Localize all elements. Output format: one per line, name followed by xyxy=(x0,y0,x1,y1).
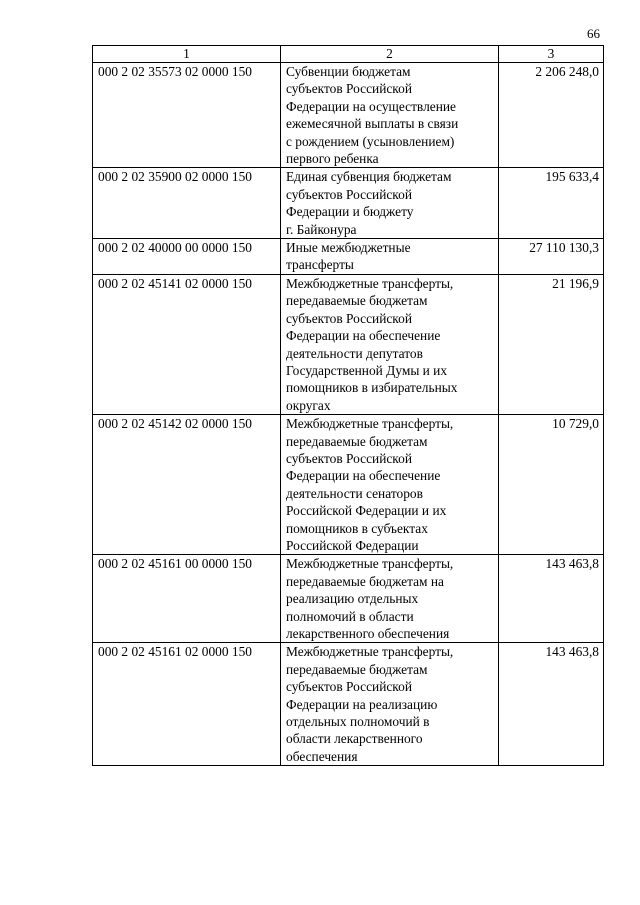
amount: 2 206 248,0 xyxy=(499,63,604,168)
table-row xyxy=(93,168,604,239)
table-row xyxy=(93,63,604,168)
amount: 21 196,9 xyxy=(499,274,604,414)
classification-code: 000 2 02 40000 00 0000 150 xyxy=(93,239,281,275)
column-header-amount: 3 xyxy=(499,46,604,63)
amount: 143 463,8 xyxy=(499,555,604,643)
table-row xyxy=(93,239,604,275)
page-number: 66 xyxy=(587,26,600,41)
budget-table xyxy=(92,45,604,766)
amount: 195 633,4 xyxy=(499,168,604,239)
revenue-name: Единая субвенция бюджетам субъектов Российской Федерации и бюджету г. Байконура xyxy=(281,168,499,239)
column-header-code: 1 xyxy=(93,46,281,63)
table-row xyxy=(93,643,604,766)
classification-code: 000 2 02 45161 02 0000 150 xyxy=(93,643,281,766)
revenue-name: Межбюджетные трансферты, передаваемые бюджетам субъектов Российской Федерации на реализацию отдельных полномочий в области лекарственного обеспечения xyxy=(281,643,499,766)
column-header-name: 2 xyxy=(281,46,499,63)
amount: 143 463,8 xyxy=(499,643,604,766)
table-row xyxy=(93,555,604,643)
revenue-name: Межбюджетные трансферты, передаваемые бюджетам субъектов Российской Федерации на обеспечение деятельности сенаторов Российской Федерации и их помощников в субъектах Российской Федерации xyxy=(281,415,499,555)
classification-code: 000 2 02 45142 02 0000 150 xyxy=(93,415,281,555)
revenue-name: Межбюджетные трансферты, передаваемые бюджетам субъектов Российской Федерации на обеспечение деятельности депутатов Государственной Думы и их помощников в избирательных округах xyxy=(281,274,499,414)
classification-code: 000 2 02 35900 02 0000 150 xyxy=(93,168,281,239)
amount: 10 729,0 xyxy=(499,415,604,555)
amount: 27 110 130,3 xyxy=(499,239,604,275)
revenue-name: Иные межбюджетные трансферты xyxy=(281,239,499,275)
revenue-name: Межбюджетные трансферты, передаваемые бюджетам на реализацию отдельных полномочий в области лекарственного обеспечения xyxy=(281,555,499,643)
classification-code: 000 2 02 45161 00 0000 150 xyxy=(93,555,281,643)
classification-code: 000 2 02 45141 02 0000 150 xyxy=(93,274,281,414)
table-row xyxy=(93,415,604,555)
revenue-name: Субвенции бюджетам субъектов Российской Федерации на осуществление ежемесячной выплаты в связи с рождением (усыновлением) первого ребенка xyxy=(281,63,499,168)
classification-code: 000 2 02 35573 02 0000 150 xyxy=(93,63,281,168)
header-row xyxy=(93,46,604,63)
table-row xyxy=(93,274,604,414)
